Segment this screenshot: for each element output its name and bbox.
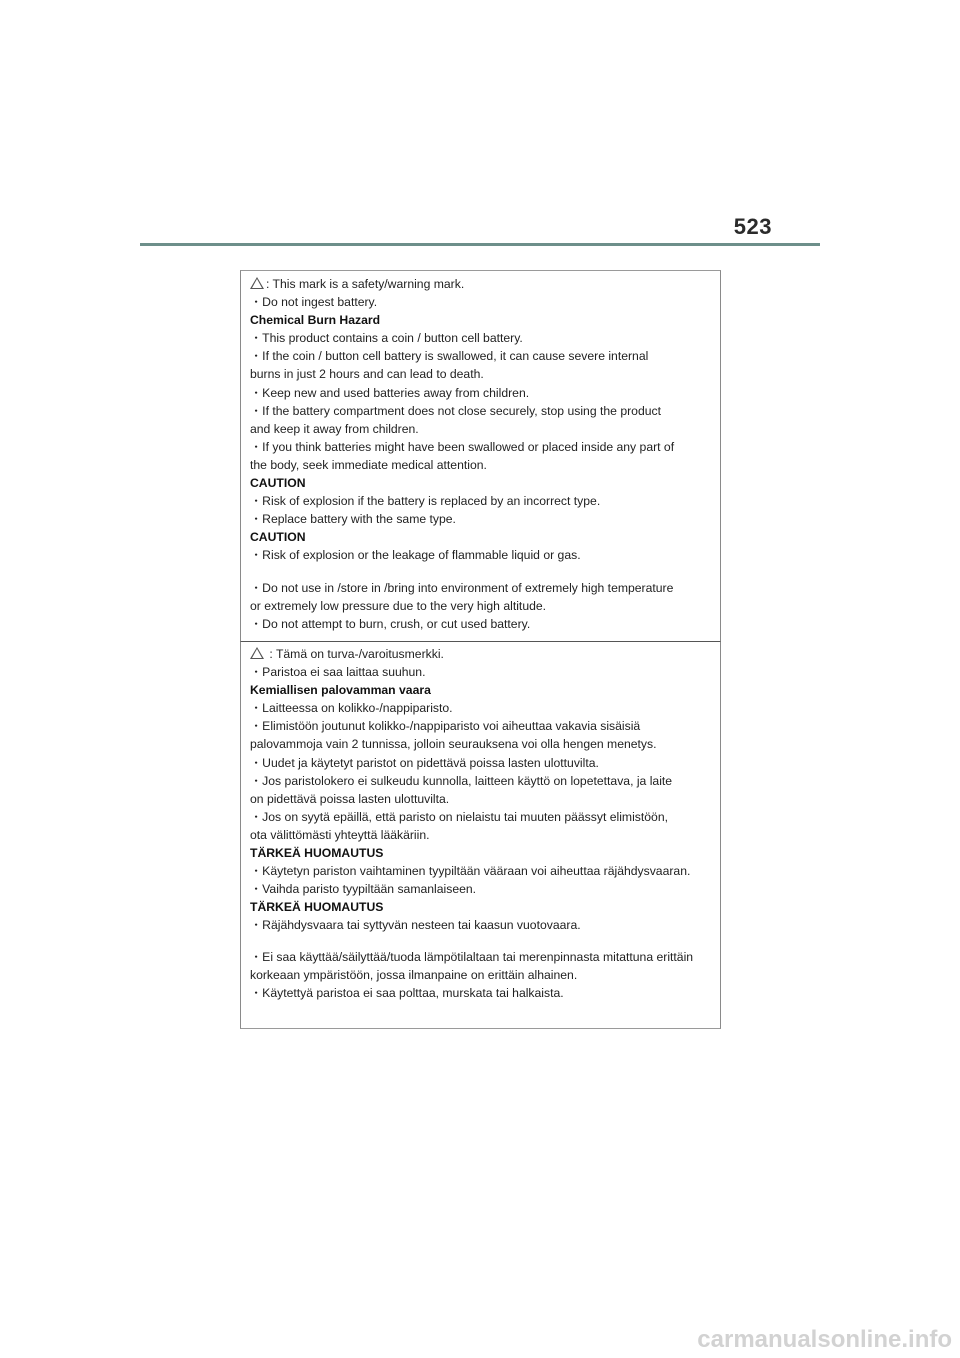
- warning-mark-line: : This mark is a safety/warning mark.: [250, 275, 714, 293]
- text-line: and keep it away from children.: [250, 421, 419, 436]
- text-line: ・Paristoa ei saa laittaa suuhun.: [250, 665, 426, 680]
- text-line: ・This product contains a coin / button cell battery.: [250, 331, 523, 346]
- text-line: burns in just 2 hours and can lead to death.: [250, 367, 484, 382]
- text-line: ・Käytettyä paristoa ei saa polttaa, murskata tai halkaista.: [250, 985, 564, 1000]
- header-rule: [140, 243, 820, 246]
- text-line: korkeaan ympäristöön, jossa ilmanpaine on erittäin alhainen.: [250, 967, 578, 982]
- warning-mark-line: : Tämä on turva-/varoitusmerkki.: [250, 645, 714, 663]
- text-line: ota välittömästi yhteyttä lääkäriin.: [250, 827, 430, 842]
- text-line: the body, seek immediate medical attention.: [250, 457, 487, 472]
- warning-triangle-icon: [250, 277, 264, 289]
- watermark: carmanualsonline.info: [697, 1326, 952, 1353]
- section-heading: Chemical Burn Hazard: [250, 313, 381, 328]
- text-line: ・If the battery compartment does not close securely, stop using the product: [250, 403, 661, 418]
- warning-triangle-icon: [250, 647, 264, 659]
- text-line: palovammoja vain 2 tunnissa, jolloin seurauksena voi olla hengen menetys.: [250, 737, 657, 752]
- text-line: ・Laitteessa on kolikko-/nappiparisto.: [250, 701, 453, 716]
- english-warning-panel: [240, 270, 721, 642]
- text-line: ・Uudet ja käytetyt paristot on pidettävä poissa lasten ulottuvilta.: [250, 755, 599, 770]
- text-line: ・If you think batteries might have been swallowed or placed inside any part of: [250, 439, 675, 454]
- finnish-warning-panel: [240, 642, 721, 1029]
- text-line: ・Risk of explosion if the battery is replaced by an incorrect type.: [250, 494, 601, 509]
- text-line: ・If the coin / button cell battery is swallowed, it can cause severe internal: [250, 349, 649, 364]
- text-line: ・Jos on syytä epäillä, että paristo on nielaistu tai muuten päässyt elimistöön,: [250, 809, 668, 824]
- text-line: ・Käytetyn pariston vaihtaminen tyypiltään vääraan voi aiheuttaa räjähdysvaaran.: [250, 864, 691, 879]
- section-heading: TÄRKEÄ HUOMAUTUS: [250, 900, 384, 915]
- text-line: on pidettävä poissa lasten ulottuvilta.: [250, 791, 450, 806]
- text-line: ・Do not use in /store in /bring into environment of extremely high temperature: [250, 580, 674, 595]
- text-line: ・Risk of explosion or the leakage of flammable liquid or gas.: [250, 548, 581, 563]
- text-line: ・Do not ingest battery.: [250, 295, 378, 310]
- text-line: ・Keep new and used batteries away from children.: [250, 385, 530, 400]
- text-line: ・Räjähdysvaara tai syttyvän nesteen tai kaasun vuotovaara.: [250, 918, 581, 933]
- section-heading: CAUTION: [250, 530, 306, 545]
- text-line: ・Elimistöön joutunut kolikko-/nappiparisto voi aiheuttaa vakavia sisäisiä: [250, 719, 641, 734]
- text-line: ・Vaihda paristo tyypiltään samanlaiseen.: [250, 882, 477, 897]
- page-number: 523: [733, 214, 772, 239]
- section-heading: CAUTION: [250, 476, 306, 491]
- text-line: ・Do not attempt to burn, crush, or cut used battery.: [250, 616, 531, 631]
- text-line: ・Ei saa käyttää/säilyttää/tuoda lämpötilaltaan tai merenpinnasta mitattuna erittäin: [250, 949, 694, 964]
- text-line: or extremely low pressure due to the very high altitude.: [250, 598, 547, 613]
- section-heading: TÄRKEÄ HUOMAUTUS: [250, 846, 384, 861]
- text-line: ・Replace battery with the same type.: [250, 512, 456, 527]
- section-heading: Kemiallisen palovamman vaara: [250, 683, 431, 698]
- text-line: ・Jos paristolokero ei sulkeudu kunnolla, laitteen käyttö on lopetettava, ja laite: [250, 773, 673, 788]
